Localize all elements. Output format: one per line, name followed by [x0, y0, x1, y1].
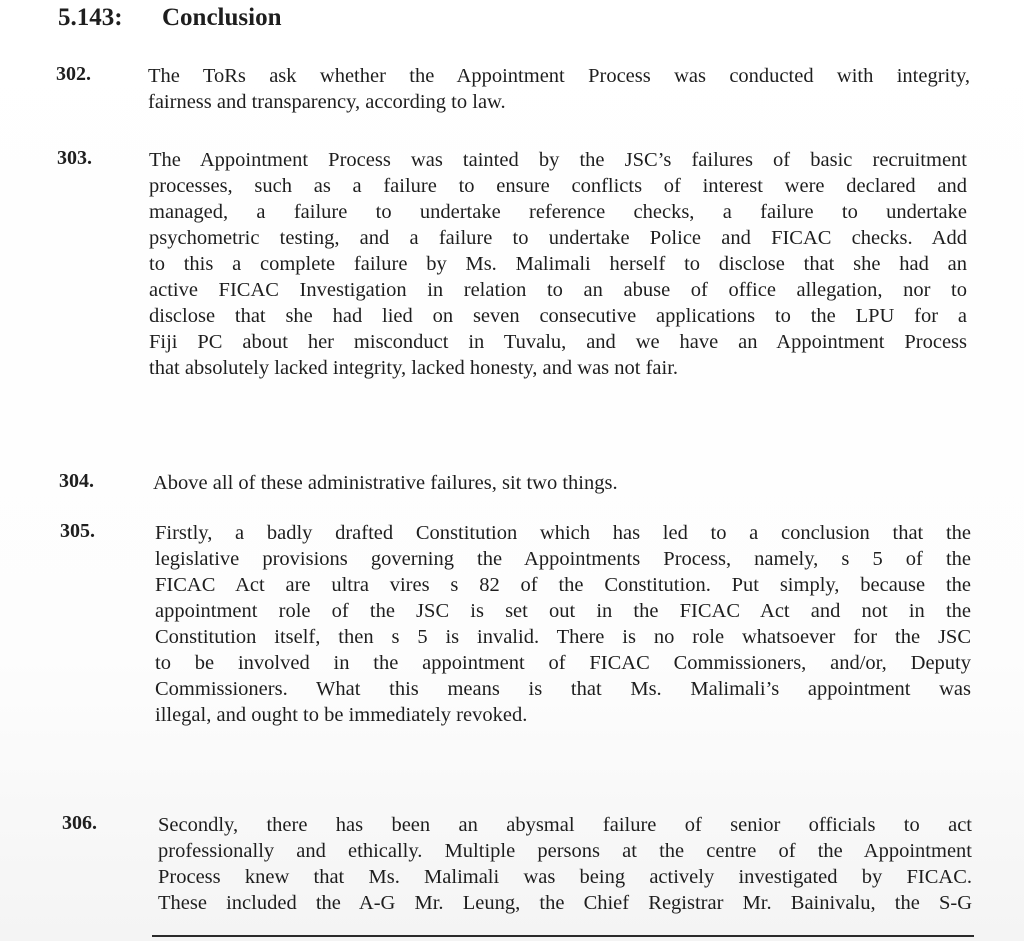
- paragraph-line: illegal, and ought to be immediately revoked.: [155, 704, 528, 726]
- paragraph-line: The Appointment Process was tainted by the JSC’s failures of basic recruitment: [149, 149, 967, 171]
- paragraph-line: Firstly, a badly drafted Constitution which has led to a conclusion that the: [155, 522, 971, 544]
- paragraph-number: 304.: [59, 470, 94, 492]
- paragraph-number: 302.: [56, 63, 91, 85]
- paragraph-line: FICAC Act are ultra vires s 82 of the Constitution. Put simply, because the: [155, 574, 971, 596]
- paragraph-number: 305.: [60, 520, 95, 542]
- paragraph-line: Fiji PC about her misconduct in Tuvalu, and we have an Appointment Process: [149, 331, 967, 353]
- paragraph-line: active FICAC Investigation in relation to an abuse of office allegation, nor to: [149, 279, 967, 301]
- paragraph-text: [149, 147, 967, 381]
- section-number: 5.143:: [58, 4, 123, 31]
- paragraph-number: 303.: [57, 147, 92, 169]
- paragraph-line: The ToRs ask whether the Appointment Process was conducted with integrity,: [148, 65, 970, 87]
- paragraph-line: to this a complete failure by Ms. Malimali herself to disclose that she had an: [149, 253, 967, 275]
- paragraph-line: to be involved in the appointment of FICAC Commissioners, and/or, Deputy: [155, 652, 971, 674]
- paragraph-text: [155, 520, 971, 728]
- paragraph-text: [153, 470, 971, 496]
- paragraph-line: Above all of these administrative failures, sit two things.: [153, 472, 618, 494]
- paragraph-line: that absolutely lacked integrity, lacked honesty, and was not fair.: [149, 357, 679, 379]
- paragraph-line: fairness and transparency, according to law.: [148, 91, 506, 113]
- paragraph-line: managed, a failure to undertake reference checks, a failure to undertake: [149, 201, 967, 223]
- paragraph-line: Process knew that Ms. Malimali was being actively investigated by FICAC.: [158, 866, 972, 888]
- paragraph-line: Secondly, there has been an abysmal failure of senior officials to act: [158, 814, 972, 836]
- section-heading: [58, 4, 281, 32]
- paragraph-line: appointment role of the JSC is set out in the FICAC Act and not in the: [155, 600, 971, 622]
- paragraph-line: Constitution itself, then s 5 is invalid. There is no role whatsoever for the JSC: [155, 626, 971, 648]
- paragraph-line: These included the A-G Mr. Leung, the Chief Registrar Mr. Bainivalu, the S-G: [158, 892, 972, 914]
- paragraph-line: legislative provisions governing the Appointments Process, namely, s 5 of the: [155, 548, 971, 570]
- paragraph-text: [158, 812, 972, 916]
- paragraph-number: 306.: [62, 812, 97, 834]
- page-bottom-rule: [152, 935, 974, 937]
- paragraph-line: disclose that she had lied on seven consecutive applications to the LPU for a: [149, 305, 967, 327]
- paragraph-line: professionally and ethically. Multiple persons at the centre of the Appointment: [158, 840, 972, 862]
- paragraph-line: processes, such as a failure to ensure conflicts of interest were declared and: [149, 175, 967, 197]
- paragraph-line: Commissioners. What this means is that Ms. Malimali’s appointment was: [155, 678, 971, 700]
- section-title: Conclusion: [162, 4, 282, 31]
- paragraph-line: psychometric testing, and a failure to undertake Police and FICAC checks. Add: [149, 227, 967, 249]
- paragraph-text: [148, 63, 970, 115]
